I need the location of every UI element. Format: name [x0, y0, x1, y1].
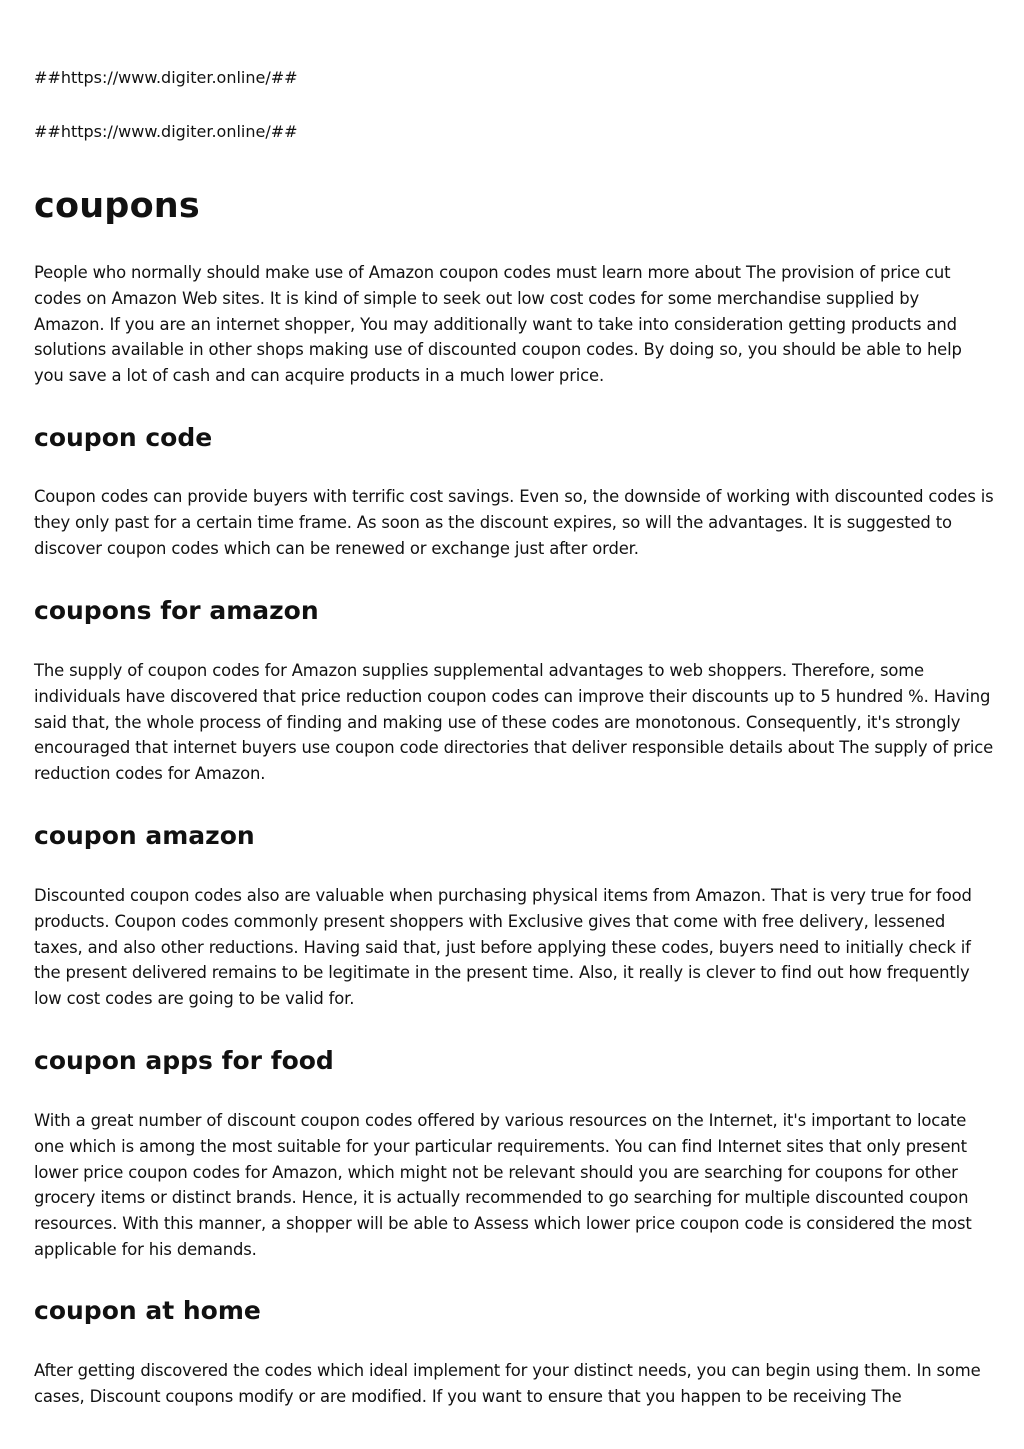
page-title: coupons — [34, 186, 200, 226]
section-heading-coupon-amazon: coupon amazon — [34, 821, 255, 850]
intro-paragraph: People who normally should make use of Amazon coupon codes must learn more about The provision of price cut codes on Amazon Web sites. It is kind of simple to seek out low cost codes for some merchandise supplied by Amazon. If you are an internet shopper, You may additionally want to take into consideration getting products and solutions available in other shops making use of discounted coupon codes. By doing so, you should be able to help you save a lot of cash and can acquire products in a much lower price. — [34, 263, 962, 386]
section-heading-coupon-apps-for-food: coupon apps for food — [34, 1046, 334, 1075]
url-line-2: ##https://www.digiter.online/## — [34, 122, 298, 141]
url-line-1: ##https://www.digiter.online/## — [34, 68, 298, 87]
section-heading-coupon-code: coupon code — [34, 423, 213, 452]
section-heading-coupons-for-amazon: coupons for amazon — [34, 596, 319, 625]
section-paragraph-coupon-code: Coupon codes can provide buyers with terrific cost savings. Even so, the downside of working with discounted codes is they only past for a certain time frame. As soon as the discount expires, so will the advantages. It is suggested to discover coupon codes which can be renewed or exchange just after order. — [34, 487, 994, 558]
section-heading-coupon-at-home: coupon at home — [34, 1296, 261, 1325]
section-paragraph-coupon-at-home: After getting discovered the codes which ideal implement for your distinct needs, you can begin using them. In some cases, Discount coupons modify or are modified. If you want to ensure that you happen to be receiving The — [34, 1361, 981, 1406]
section-paragraph-coupons-for-amazon: The supply of coupon codes for Amazon supplies supplemental advantages to web shoppers. Therefore, some individuals have discovered that price reduction coupon codes can improve their discounts up to 5 hundred %. Having said that, the whole process of finding and making use of these codes are monotonous. Consequently, it's strongly encouraged that internet buyers use coupon code directories that deliver responsible details about The supply of price reduction codes for Amazon. — [34, 661, 994, 784]
section-paragraph-coupon-apps-for-food: With a great number of discount coupon codes offered by various resources on the Internet, it's important to locate one which is among the most suitable for your particular requirements. You can find Internet sites that only present lower price coupon codes for Amazon, which might not be relevant should you are searching for coupons for other grocery items or distinct brands. Hence, it is actually recommended to go searching for multiple discounted coupon resources. With this manner, a shopper will be able to Assess which lower price coupon code is considered the most applicable for his demands. — [34, 1111, 972, 1259]
section-paragraph-coupon-amazon: Discounted coupon codes also are valuable when purchasing physical items from Amazon. That is very true for food products. Coupon codes commonly present shoppers with Exclusive gives that come with free delivery, lessened taxes, and also other reductions. Having said that, just before applying these codes, buyers need to initially check if the present delivered remains to be legitimate in the present time. Also, it really is clever to find out how frequently low cost codes are going to be valid for. — [34, 886, 972, 1009]
